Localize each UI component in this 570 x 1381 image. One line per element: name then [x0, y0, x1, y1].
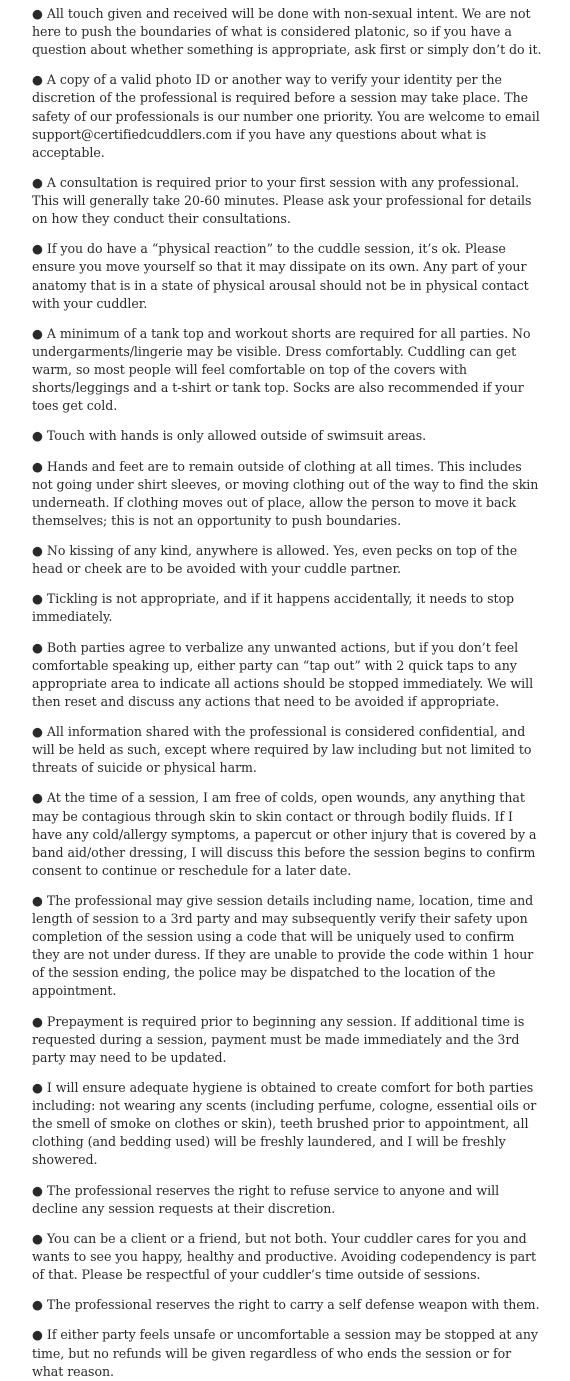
rule-non-sexual-intent: ● All touch given and received will be done with non-sexual intent. We are not here to push the boundaries of what is considered platonic, so if you have a question about whether something is appropriate, ask first or simply don’t do it. — [32, 6, 542, 58]
rule-photo-id: ● A copy of a valid photo ID or another way to verify your identity per the discretion of the professional is required before a session may take place. The safety of our professionals is our number one priority. You are welcome to email support@certifiedcuddlers.com if you have any questions about what is acceptable. — [32, 72, 540, 160]
rule-hands-feet-outside-clothing: ● Hands and feet are to remain outside of clothing at all times. This includes not going under shirt sleeves, or moving clothing out of the way to find the skin underneath. If clothing moves out of place, allow the person to move it back themselves; this is not an opportunity to push boundaries. — [32, 458, 539, 528]
rule-prepayment: ● Prepayment is required prior to beginning any session. If additional time is requested during a session, payment must be made immediately and the 3rd party may need to be updated. — [32, 1013, 525, 1065]
rule-physical-reaction: ● If you do have a “physical reaction” to the cuddle session, it’s ok. Please ensure you move yourself so that it may dissipate on its own. Any part of your anatomy that is in a state of physical arousal should not be in physical contact with your cuddler. — [32, 241, 529, 311]
rule-no-kissing: ● No kissing of any kind, anywhere is allowed. Yes, even pecks on top of the head or cheek are to be avoided with your cuddle partner. — [32, 543, 518, 577]
rule-client-not-friend: ● You can be a client or a friend, but not both. Your cuddler cares for you and wants to see you happy, healthy and productive. Avoiding codependency is part of that. Please be respectful of your cuddler’s time outside of sessions. — [32, 1230, 537, 1283]
rule-consultation: ● A consultation is required prior to your first session with any professional. This will generally take 20-60 minutes. Please ask your professional for details on how they conduct their consultations. — [32, 174, 532, 227]
rule-self-defense: ● The professional reserves the right to carry a self defense weapon with them. — [32, 1297, 540, 1313]
rule-touch-with-hands: ● Touch with hands is only allowed outside of swimsuit areas. — [32, 428, 427, 444]
rule-tap-out: ● Both parties agree to verbalize any unwanted actions, but if you don’t feel comfortable speaking up, either party can “tap out” with 2 quick taps to any appropriate area to indicate all actions should be stopped immediately. We will then reset and discuss any actions that need to be avoided if appropriate. — [32, 639, 534, 709]
rule-no-tickling: ● Tickling is not appropriate, and if it happens accidentally, it needs to stop immediately. — [32, 591, 515, 625]
rule-confidentiality: ● All information shared with the professional is considered confidential, and will be held as such, except where required by law including but not limited to threats of suicide or physical harm. — [32, 724, 532, 776]
rule-stop-session: ● If either party feels unsafe or uncomfortable a session may be stopped at any time, but no refunds will be given regardless of who ends the session or for what reason. — [32, 1327, 538, 1379]
rule-dress-code: ● A minimum of a tank top and workout shorts are required for all parties. No undergarments/lingerie may be visible. Dress comfortably. Cuddling can get warm, so most people will feel comfortable on top of the covers with shorts/leggings and a t-shirt or tank top. Socks are also recommended if your toes get cold. — [32, 325, 531, 414]
rule-safety-check: ● The professional may give session details including name, location, time and length of session to a 3rd party and may subsequently verify their safety upon completion of the session using a code that will be uniquely used to confirm they are not under duress. If they are unable to provide the code within 1 hour of the session ending, the police may be dispatched to the location of the appointment. — [32, 892, 534, 999]
rule-hygiene: ● I will ensure adequate hygiene is obtained to create comfort for both parties including: not wearing any scents (including perfume, cologne, essential oils or the smell of smoke on clothes or skin), teeth brushed prior to appointment, all clothing (and bedding used) will be freshly laundered, and I will be freshly showered. — [32, 1080, 537, 1168]
rule-refuse-service: ● The professional reserves the right to refuse service to anyone and will decline any session requests at their discretion. — [32, 1182, 500, 1216]
rule-health: ● At the time of a session, I am free of colds, open wounds, any anything that may be contagious through skin to skin contact or through bodily fluids. If I have any cold/allergy symptoms, a papercut or other injury that is covered by a band aid/other dressing, I will discuss this before the session begins to confirm consent to continue or reschedule for a later date. — [32, 790, 537, 878]
